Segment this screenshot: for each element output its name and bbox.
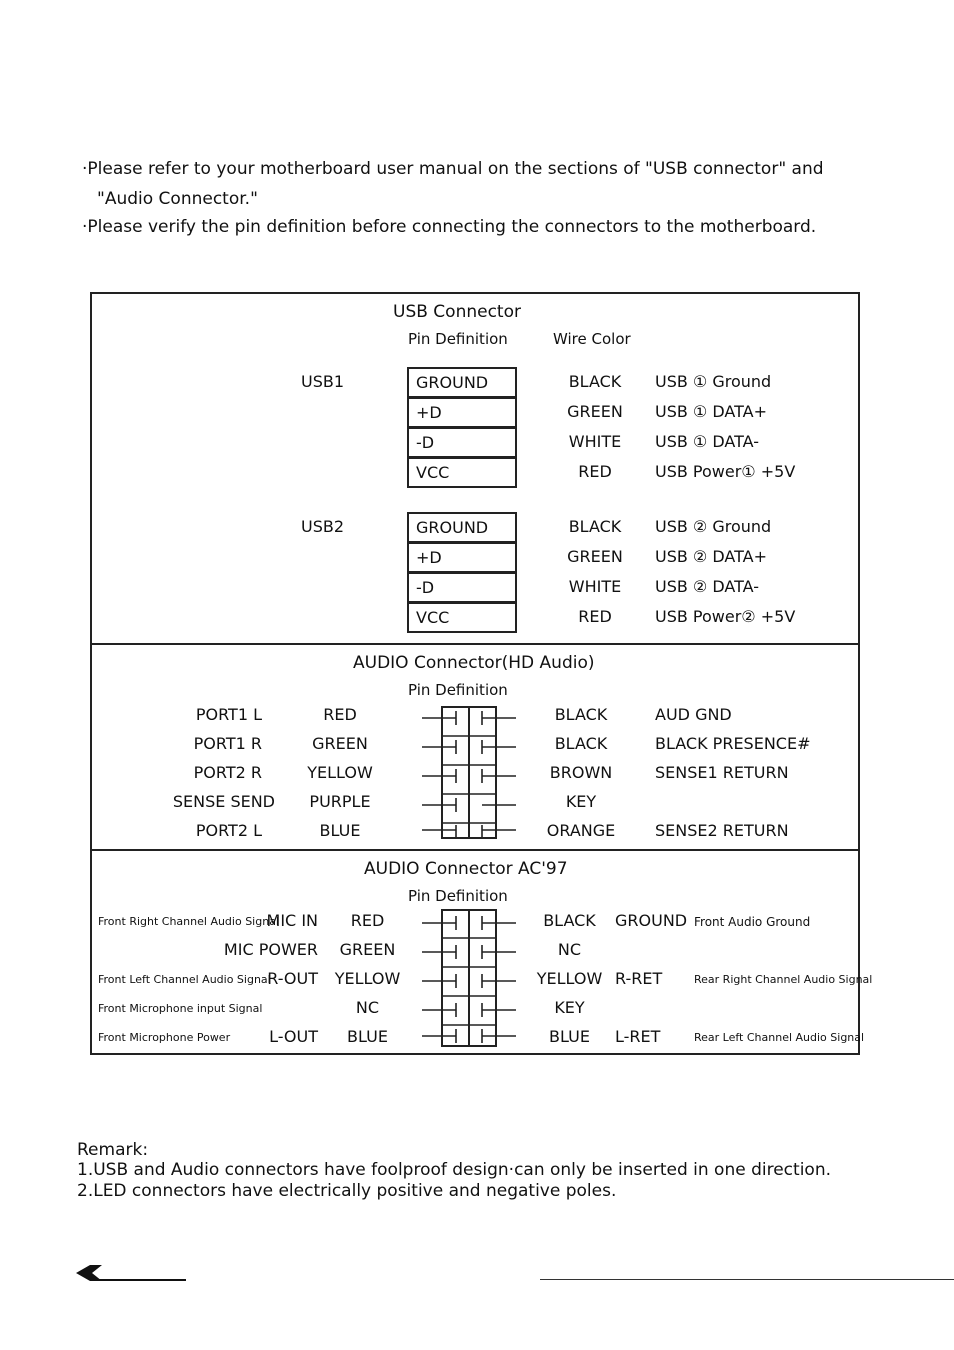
note-line-1: ‧Please refer to your motherboard user manual on the sections of "USB connector" and: [82, 159, 824, 179]
usb-wire-color-label: Wire Color: [553, 330, 631, 348]
footer-rule-left: [96, 1279, 186, 1281]
ac97-right-desc-5: Rear Left Channel Audio Signal: [694, 1031, 865, 1044]
hd-left-name-3: PORT2 R: [193, 763, 262, 782]
hd-left-color-2: GREEN: [312, 734, 368, 753]
ac97-right-desc-3: Rear Right Channel Audio Signal: [694, 973, 873, 986]
usb1-desc-1: USB ① Ground: [655, 372, 772, 391]
hd-left-color-3: YELLOW: [307, 763, 373, 782]
usb1-desc-4: USB Power① +5V: [655, 462, 796, 481]
ac97-pin-header-diagram: [418, 905, 522, 1051]
usb-pin-definition-label: Pin Definition: [408, 330, 508, 348]
usb1-color-2: GREEN: [567, 402, 623, 421]
footer-rule-right: [540, 1279, 954, 1280]
usb1-pin-vcc: VCC: [407, 457, 517, 488]
usb1-color-1: BLACK: [568, 372, 622, 391]
usb2-color-2: GREEN: [567, 547, 623, 566]
ac97-left-desc-5: Front Microphone Power: [98, 1031, 231, 1044]
ac97-left-color-5: BLUE: [347, 1027, 388, 1046]
hd-right-color-4: KEY: [565, 792, 597, 811]
ac97-right-color-3: YELLOW: [536, 969, 603, 988]
ac97-left-name-2: MIC POWER: [223, 940, 318, 959]
usb2-color-3: WHITE: [568, 577, 622, 596]
ac97-pin-definition-label: Pin Definition: [408, 887, 508, 905]
hd-left-color-1: RED: [323, 705, 357, 724]
ac97-right-name-1: GROUND: [615, 911, 688, 930]
usb2-pin-vcc: VCC: [407, 602, 517, 633]
hd-left-name-1: PORT1 L: [195, 705, 262, 724]
remark-title: Remark:: [77, 1140, 149, 1160]
hd-right-name-2: BLACK PRESENCE#: [655, 734, 811, 753]
ac97-left-name-3: R-OUT: [267, 969, 318, 988]
remark-item-2: 2.LED connectors have electrically positive and negative poles.: [77, 1181, 617, 1201]
section-divider-usb-hd: [90, 643, 860, 645]
usb2-label: USB2: [301, 517, 345, 536]
ac97-left-color-3: YELLOW: [334, 969, 401, 988]
ac97-left-color-4: NC: [355, 998, 380, 1017]
usb1-label: USB1: [301, 372, 345, 391]
ac97-title: AUDIO Connector AC'97: [364, 859, 568, 879]
usb2-color-1: BLACK: [568, 517, 622, 536]
usb1-pin-data-plus: +D: [407, 397, 517, 428]
hd-left-color-5: BLUE: [319, 821, 361, 840]
ac97-left-color-1: RED: [350, 911, 385, 930]
hd-right-color-3: BROWN: [549, 763, 613, 782]
usb2-desc-4: USB Power② +5V: [655, 607, 796, 626]
usb1-desc-3: USB ① DATA-: [655, 432, 759, 451]
hd-audio-title: AUDIO Connector(HD Audio): [353, 653, 595, 673]
hd-audio-pin-header-diagram: [418, 700, 522, 846]
usb2-desc-2: USB ② DATA+: [655, 547, 767, 566]
usb2-desc-1: USB ② Ground: [655, 517, 772, 536]
ac97-left-desc-1: Front Right Channel Audio Signal: [98, 915, 279, 928]
usb2-pin-data-minus: -D: [407, 572, 517, 603]
ac97-left-desc-4: Front Microphone input Signal: [98, 1002, 263, 1015]
ac97-right-name-5: L-RET: [615, 1027, 661, 1046]
hd-right-color-1: BLACK: [554, 705, 608, 724]
ac97-right-name-3: R-RET: [615, 969, 663, 988]
usb1-desc-2: USB ① DATA+: [655, 402, 767, 421]
ac97-left-color-2: GREEN: [339, 940, 396, 959]
note-line-3: ‧Please verify the pin definition before connecting the connectors to the motherboard.: [82, 217, 817, 237]
ac97-right-color-1: BLACK: [543, 911, 596, 930]
ac97-right-desc-1: Front Audio Ground: [694, 915, 811, 929]
usb2-pin-ground: GROUND: [407, 512, 517, 543]
usb1-color-3: WHITE: [568, 432, 622, 451]
hd-right-name-1: AUD GND: [655, 705, 732, 724]
ac97-right-color-2: NC: [557, 940, 582, 959]
hd-right-color-2: BLACK: [554, 734, 608, 753]
ac97-left-name-1: MIC IN: [266, 911, 318, 930]
hd-left-name-2: PORT1 R: [193, 734, 262, 753]
note-line-2: "Audio Connector.": [97, 189, 258, 209]
hd-right-color-5: ORANGE: [546, 821, 616, 840]
hd-left-name-5: PORT2 L: [195, 821, 262, 840]
usb1-pin-ground: GROUND: [407, 367, 517, 398]
hd-right-name-5: SENSE2 RETURN: [655, 821, 789, 840]
hd-audio-pin-definition-label: Pin Definition: [408, 681, 508, 699]
usb2-color-4: RED: [578, 607, 612, 626]
usb2-pin-data-plus: +D: [407, 542, 517, 573]
ac97-right-color-5: BLUE: [549, 1027, 590, 1046]
usb-section-title: USB Connector: [393, 302, 521, 322]
usb1-color-4: RED: [578, 462, 612, 481]
remark-item-1: 1.USB and Audio connectors have foolproof design‧can only be inserted in one direction.: [77, 1160, 831, 1180]
hd-left-color-4: PURPLE: [309, 792, 371, 811]
usb1-pin-data-minus: -D: [407, 427, 517, 458]
section-divider-hd-ac97: [90, 849, 860, 851]
ac97-left-desc-3: Front Left Channel Audio Signal: [98, 973, 271, 986]
hd-right-name-3: SENSE1 RETURN: [655, 763, 789, 782]
hd-left-name-4: SENSE SEND: [172, 792, 275, 811]
ac97-left-name-5: L-OUT: [269, 1027, 318, 1046]
usb2-desc-3: USB ② DATA-: [655, 577, 759, 596]
ac97-right-color-4: KEY: [554, 998, 585, 1017]
